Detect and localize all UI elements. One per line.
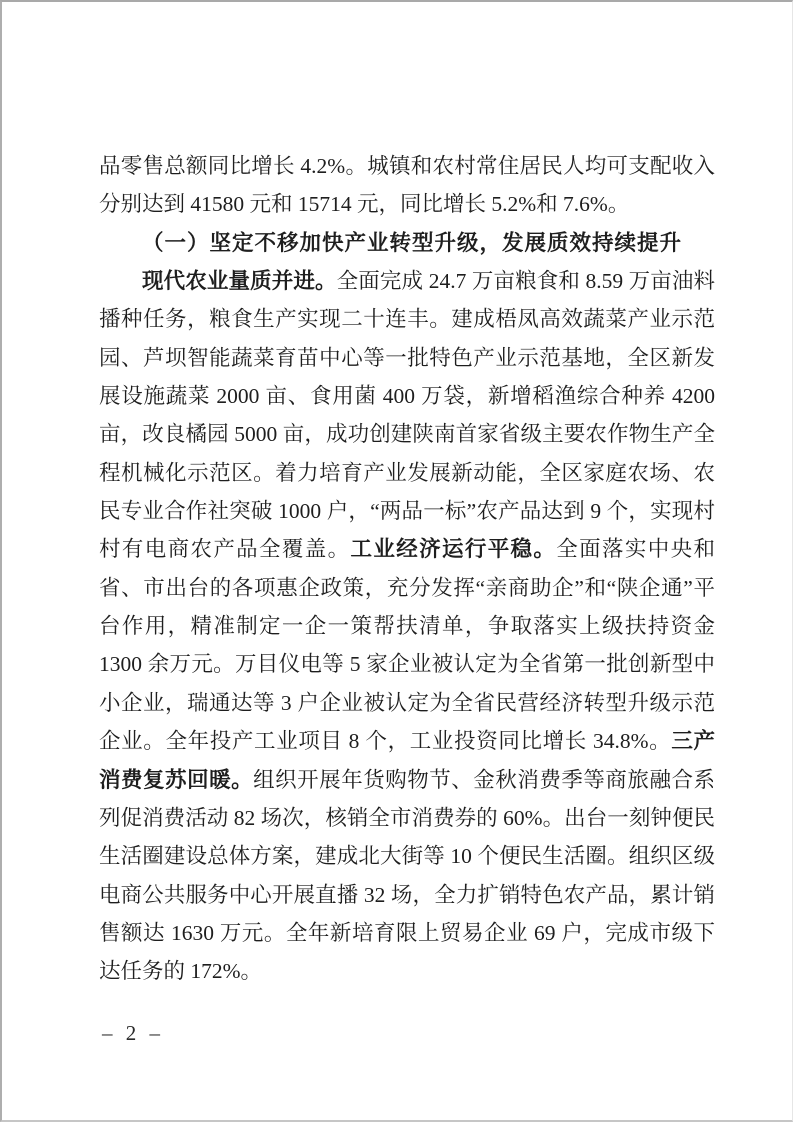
paragraph-continuation: [99, 147, 715, 224]
run-in-heading-industry: 工业经济运行平稳。: [350, 537, 557, 562]
page-number: – 2 –: [102, 1021, 164, 1045]
body-text: 品零售总额同比增长 4.2%。城镇和农村常住居民人均可支配收入分别达到 41580 元和 15714 元，同比增长 5.2%和 7.6%。: [99, 154, 715, 217]
document-body: [99, 147, 715, 991]
body-text: 组织开展年货购物节、金秋消费季等商旅融合系列促消费活动 82 场次，核销全市消费券的 60%。出台一刻钟便民生活圈建设总体方案，建成北大街等 10 个便民生活圈。组织区级电商公共服务中心开展直播 32 场，全力扩销特色农产品，累计销售额达 1630 万元。全年新培育限上贸易企业 69 户，完成市级下达任务的 172%。: [99, 767, 715, 984]
section-heading-text: （一）坚定不移加快产业转型升级，发展质效持续提升: [142, 230, 683, 255]
run-in-heading-consumption: 三产消费复苏回暖。: [99, 729, 715, 792]
body-text: 全面完成 24.7 万亩粮食和 8.59 万亩油料播种任务，粮食生产实现二十连丰。建成梧凤高效蔬菜产业示范园、芦坝智能蔬菜育苗中心等一批特色产业示范基地，全区新发展设施蔬菜 2000 亩、食用菌 400 万袋，新增稻渔综合种养 4200 亩，改良橘园 5000 亩，成功创建陕南首家省级主要农作物生产全程机械化示范区。着力培育产业发展新动能，全区家庭农场、农民专业合作社突破 1000 户，“两品一标”农产品达到 9 个，实现村村有电商农产品全覆盖。: [99, 269, 715, 562]
section-heading: [99, 224, 715, 262]
paragraph-body: [99, 262, 715, 991]
run-in-heading-agriculture: 现代农业量质并进。: [142, 269, 337, 294]
body-text: 全面落实中央和省、市出台的各项惠企政策，充分发挥“亲商助企”和“陕企通”平台作用，精准制定一企一策帮扶清单，争取落实上级扶持资金 1300 余万元。万目仪电等 5 家企业被认定为全省第一批创新型中小企业，瑞通达等 3 户企业被认定为全省民营经济转型升级示范企业。全年投产工业项目 8 个，工业投资同比增长 34.8%。: [99, 537, 715, 754]
